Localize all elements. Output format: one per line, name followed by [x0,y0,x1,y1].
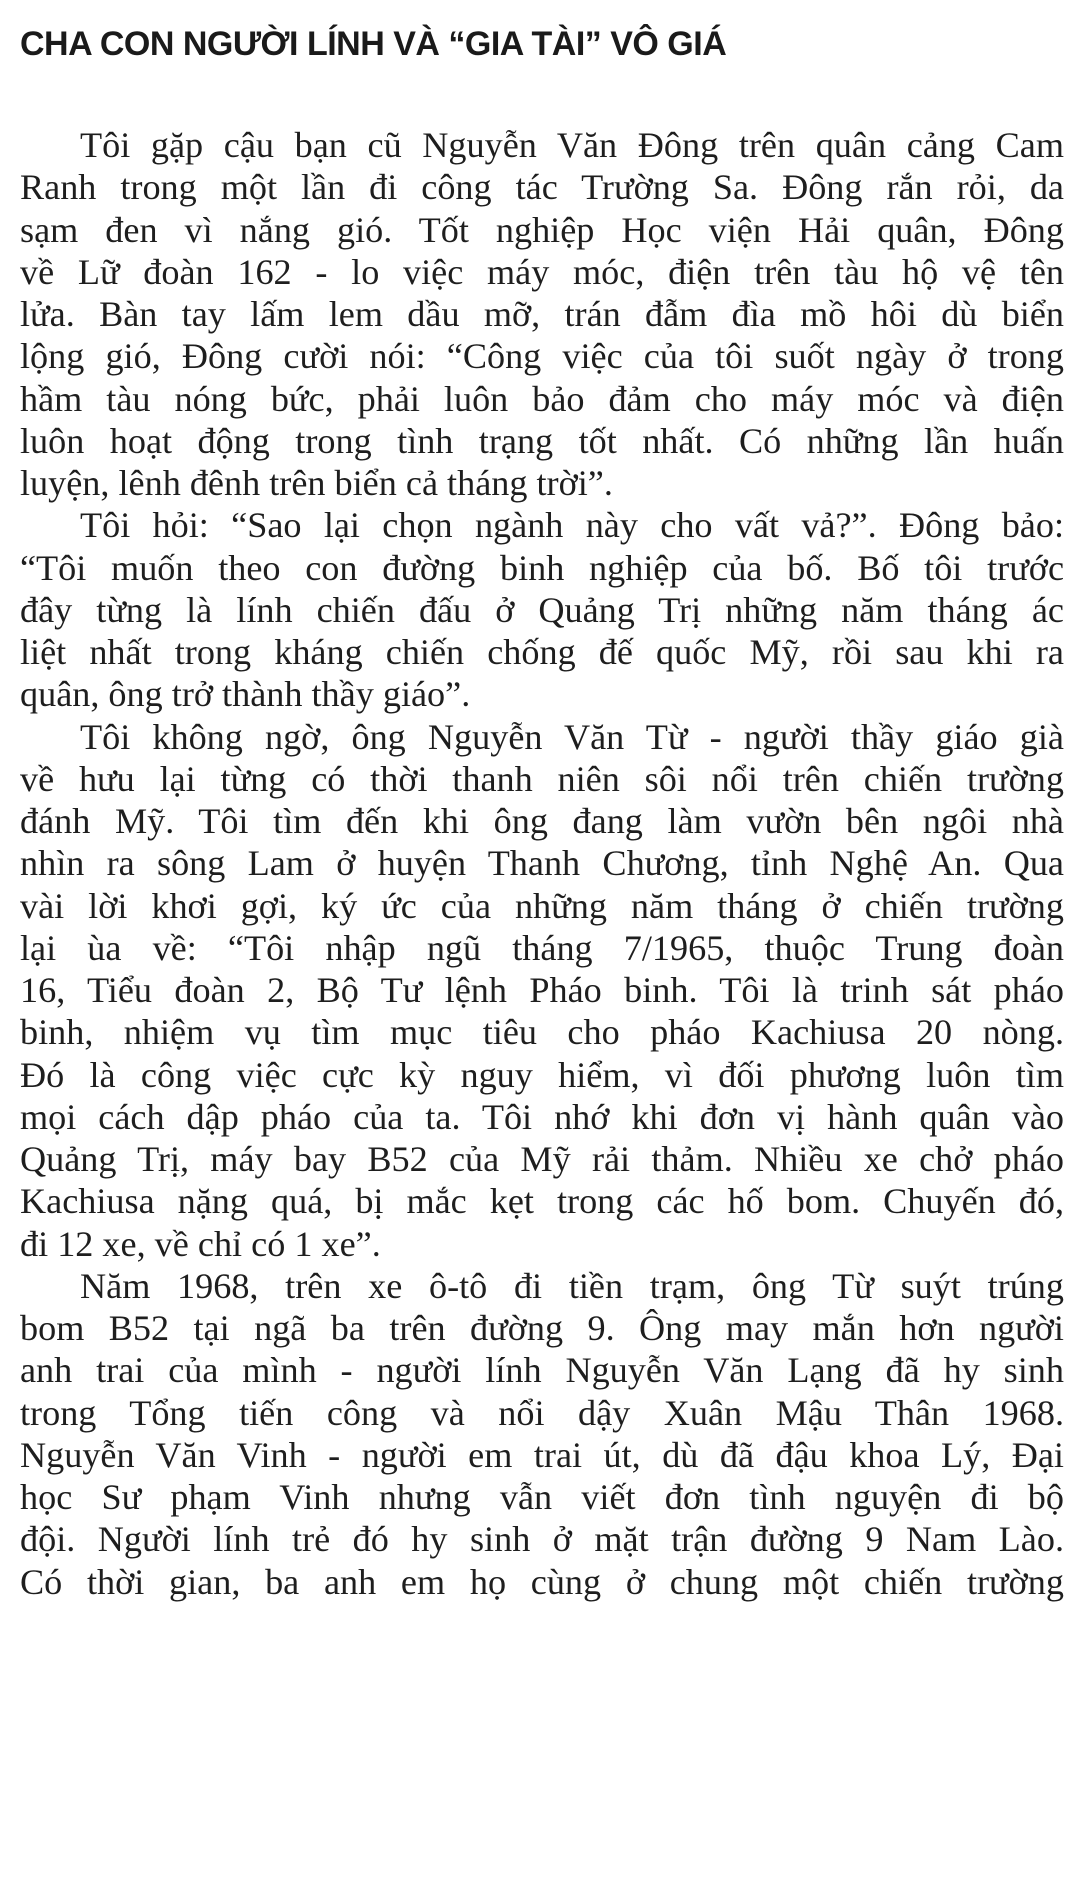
text-line: đây từng là lính chiến đấu ở Quảng Trị những năm tháng ác [20,589,1064,630]
text-line: lại ùa về: “Tôi nhập ngũ tháng 7/1965, thuộc Trung đoàn [20,927,1064,968]
text-line: “Tôi muốn theo con đường binh nghiệp của bố. Bố tôi trước [20,547,1064,588]
text-line: Nguyễn Văn Vinh - người em trai út, dù đã đậu khoa Lý, Đại [20,1434,1064,1475]
paragraph-2 [20,504,1064,715]
text-line: mọi cách dập pháo của ta. Tôi nhớ khi đơn vị hành quân vào [20,1096,1064,1137]
text-line: anh trai của mình - người lính Nguyễn Văn Lạng đã hy sinh [20,1350,1064,1391]
text-line: bom B52 tại ngã ba trên đường 9. Ông may mắn hơn người [20,1308,1064,1348]
text-line: về Lữ đoàn 162 - lo việc máy móc, điện trên tàu hộ vệ tên [20,251,1064,292]
article-headline: CHA CON NGƯỜI LÍNH VÀ “GIA TÀI” VÔ GIÁ [20,25,727,63]
text-line: trong Tổng tiến công và nổi dậy Xuân Mậu Thân 1968. [20,1392,1064,1433]
text-line: đánh Mỹ. Tôi tìm đến khi ông đang làm vườn bên ngôi nhà [20,801,1064,841]
text-line: học Sư phạm Vinh nhưng vẫn viết đơn tình nguyện đi bộ [20,1477,1064,1517]
text-line: hầm tàu nóng bức, phải luôn bảo đảm cho máy móc và điện [20,378,1064,419]
text-line: Tôi gặp cậu bạn cũ Nguyễn Văn Đông trên quân cảng Cam [80,125,1064,165]
text-line: về hưu lại từng có thời thanh niên sôi nổi trên chiến trường [20,758,1064,799]
article-body [20,124,1064,1603]
text-line: Đó là công việc cực kỳ nguy hiểm, vì đối phương luôn tìm [20,1054,1064,1095]
paragraph-1 [20,124,1064,504]
text-line: Quảng Trị, máy bay B52 của Mỹ rải thảm. Nhiều xe chở pháo [20,1139,1064,1179]
text-line: quân, ông trở thành thầy giáo”. [20,674,471,715]
text-line: luôn hoạt động trong tình trạng tốt nhất. Có những lần huấn [20,420,1064,461]
text-line: binh, nhiệm vụ tìm mục tiêu cho pháo Kachiusa 20 nòng. [20,1012,1064,1053]
article-page [20,18,1064,1603]
paragraph-3 [20,716,1064,1265]
text-line: Ranh trong một lần đi công tác Trường Sa. Đông rắn rỏi, da [20,167,1064,208]
text-line: Tôi không ngờ, ông Nguyễn Văn Từ - người thầy giáo già [80,716,1064,757]
text-line: Có thời gian, ba anh em họ cùng ở chung một chiến trường [20,1561,1064,1602]
text-line: lộng gió, Đông cười nói: “Công việc của tôi suốt ngày ở trong [20,336,1064,377]
text-line: liệt nhất trong kháng chiến chống đế quốc Mỹ, rồi sau khi ra [20,632,1064,672]
paragraph-4 [20,1265,1064,1603]
text-line: Năm 1968, trên xe ô-tô đi tiền trạm, ông Từ suýt trúng [80,1265,1064,1306]
text-line: lửa. Bàn tay lấm lem dầu mỡ, trán đẫm đìa mồ hôi dù biển [20,294,1064,334]
text-line: đội. Người lính trẻ đó hy sinh ở mặt trận đường 9 Nam Lào. [20,1519,1064,1560]
text-line: 16, Tiểu đoàn 2, Bộ Tư lệnh Pháo binh. Tôi là trinh sát pháo [20,970,1064,1010]
text-line: sạm đen vì nắng gió. Tốt nghiệp Học viện Hải quân, Đông [20,209,1064,250]
text-line: vài lời khơi gợi, ký ức của những năm tháng ở chiến trường [20,885,1064,926]
text-line: đi 12 xe, về chỉ có 1 xe”. [20,1223,381,1264]
text-line: Kachiusa nặng quá, bị mắc kẹt trong các hố bom. Chuyến đó, [20,1181,1064,1222]
text-line: nhìn ra sông Lam ở huyện Thanh Chương, tỉnh Nghệ An. Qua [20,843,1064,884]
text-line: luyện, lênh đênh trên biển cả tháng trời”. [20,463,613,503]
text-line: Tôi hỏi: “Sao lại chọn ngành này cho vất vả?”. Đông bảo: [80,505,1064,546]
